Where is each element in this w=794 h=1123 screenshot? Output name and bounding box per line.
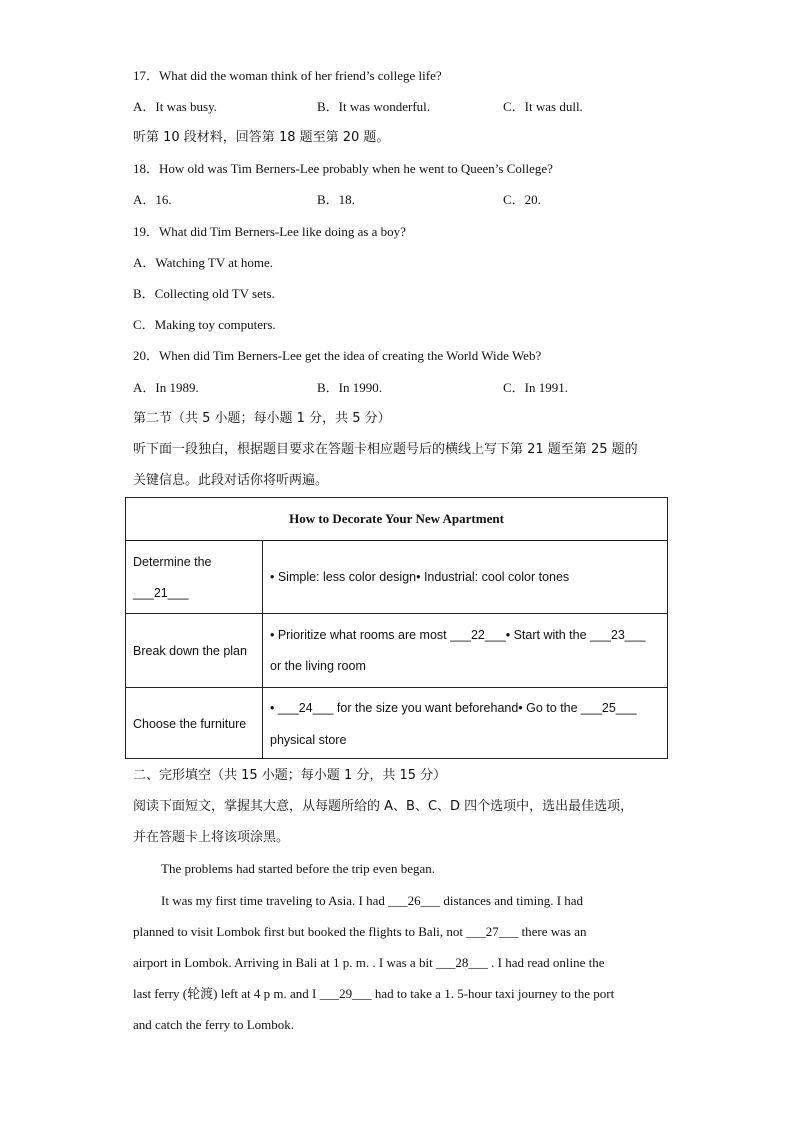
row-3-content-line-2: physical store: [270, 733, 347, 747]
table-row: [126, 687, 667, 758]
row-2-content-line-1: • Prioritize what rooms are most ___22___• Start with the ___23___: [270, 628, 646, 642]
question-17-option-a: A．It was busy.: [133, 99, 218, 114]
passage-paragraph-1: The problems had started before the trip even began.: [161, 861, 435, 876]
question-19-option-c: C．Making toy computers.: [133, 317, 276, 332]
question-20-option-c: C．In 1991.: [503, 380, 569, 395]
question-19-option-a: A．Watching TV at home.: [133, 255, 274, 270]
row-1-label-line-2: ___21___: [133, 586, 189, 600]
table-row: [126, 613, 667, 687]
row-3-label: Choose the furniture: [133, 717, 247, 731]
part-2-instruction-line-2: 关键信息。此段对话你将听两遍。: [133, 473, 329, 488]
cloze-instruction-line-1: 阅读下面短文，掌握其大意，从每题所给的 A、B、C、D 四个选项中，选出最佳选项，: [133, 799, 634, 814]
question-20-stem: 20．When did Tim Berners-Lee get the idea of creating the World Wide Web?: [133, 348, 542, 363]
question-20-option-b: B．In 1990.: [317, 380, 383, 395]
passage-paragraph-2-line-1: It was my first time traveling to Asia. I had ___26___ distances and timing. I had: [161, 893, 584, 908]
row-3-content-line-1: • ___24___ for the size you want beforehand• Go to the ___25___: [270, 701, 637, 715]
table-row: [126, 540, 667, 613]
row-2-content-line-2: or the living room: [270, 659, 366, 673]
row-1-label-line-1: Determine the: [133, 555, 212, 569]
question-18-option-a: A．16.: [133, 192, 172, 207]
question-19-option-b: B．Collecting old TV sets.: [133, 286, 275, 301]
question-18-option-b: B．18.: [317, 192, 355, 207]
row-1-content: • Simple: less color design• Industrial: cool color tones: [270, 570, 570, 584]
question-19-stem: 19．What did Tim Berners-Lee like doing as a boy?: [133, 224, 406, 239]
question-18-option-c: C．20.: [503, 192, 541, 207]
passage-paragraph-2-line-4: last ferry (轮渡) left at 4 p m. and I ___29___ had to take a 1. 5-hour taxi journey to the port: [133, 986, 615, 1001]
row-2-label: Break down the plan: [133, 644, 247, 658]
section-10-instruction: 听第 10 段材料，回答第 18 题至第 20 题。: [133, 130, 390, 145]
passage-paragraph-2-line-3: airport in Lombok. Arriving in Bali at 1 p. m. . I was a bit ___28___ . I had read online the: [133, 955, 605, 970]
question-17-option-b: B．It was wonderful.: [317, 99, 431, 114]
part-2-heading: 第二节（共 5 小题；每小题 1 分，共 5 分）: [133, 411, 391, 426]
cloze-heading: 二、完形填空（共 15 小题；每小题 1 分，共 15 分）: [133, 768, 447, 783]
passage-paragraph-2-line-2: planned to visit Lombok first but booked the flights to Bali, not ___27___ there was an: [133, 924, 587, 939]
cloze-instruction-line-2: 并在答题卡上将该项涂黑。: [133, 830, 290, 845]
question-18-stem: 18．How old was Tim Berners-Lee probably when he went to Queen’s College?: [133, 161, 553, 176]
question-17-option-c: C．It was dull.: [503, 99, 583, 114]
table-title: How to Decorate Your New Apartment: [289, 511, 504, 526]
passage-paragraph-2-line-5: and catch the ferry to Lombok.: [133, 1017, 294, 1032]
part-2-instruction-line-1: 听下面一段独白，根据题目要求在答题卡相应题号后的横线上写下第 21 题至第 25 题的: [133, 442, 638, 457]
question-17-stem: 17．What did the woman think of her friend’s college life?: [133, 68, 442, 83]
decorate-apartment-table: [125, 497, 668, 759]
question-20-option-a: A．In 1989.: [133, 380, 199, 395]
